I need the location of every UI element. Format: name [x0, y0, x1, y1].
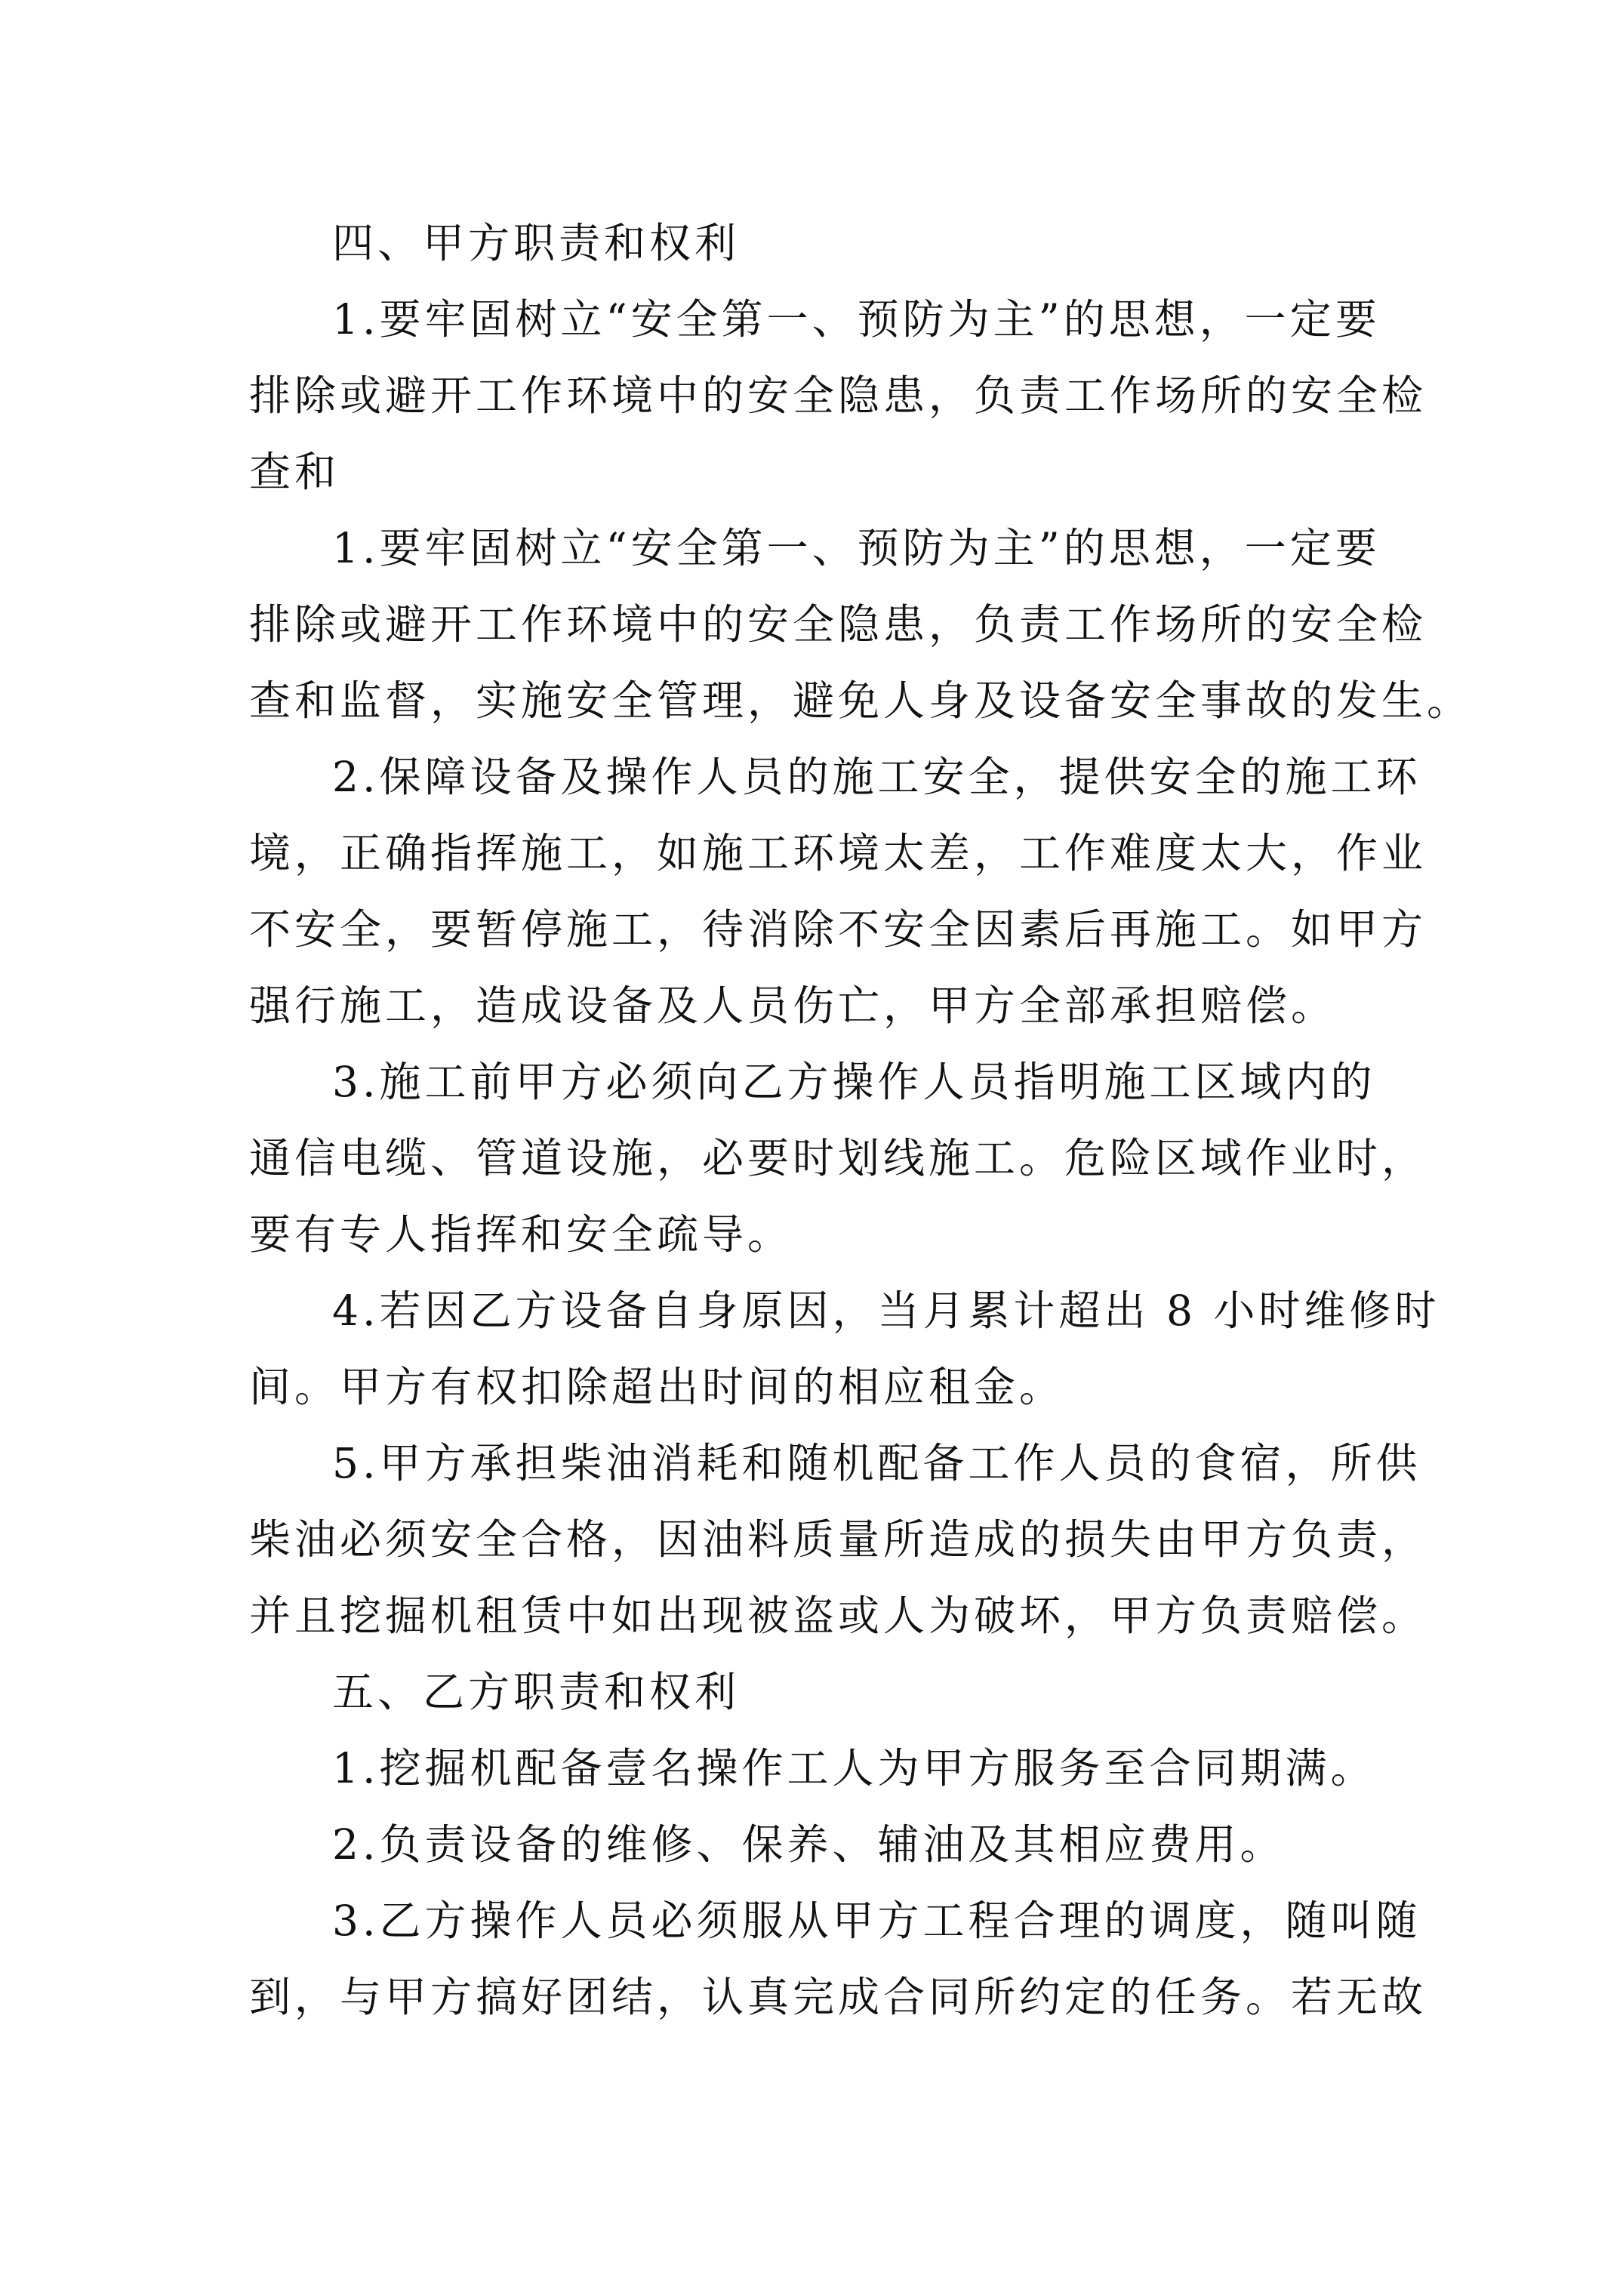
paragraph-line: 强行施工，造成设备及人员伤亡，甲方全部承担赔偿。	[249, 982, 1337, 1030]
heading-section-5: 五、乙方职责和权利	[332, 1668, 741, 1716]
paragraph-line: 境，正确指挥施工，如施工环境太差，工作难度太大，作业	[249, 829, 1427, 877]
paragraph-line: 不安全，要暂停施工，待消除不安全因素后再施工。如甲方	[249, 905, 1427, 954]
paragraph-line: 5.甲方承担柴油消耗和随机配备工作人员的食宿，所供	[332, 1439, 1421, 1487]
paragraph-line: 间。甲方有权扣除超出时间的相应租金。	[249, 1363, 1065, 1411]
paragraph-line: 到，与甲方搞好团结，认真完成合同所约定的任务。若无故	[249, 1973, 1427, 2021]
paragraph-line: 2.保障设备及操作人员的施工安全，提供安全的施工环	[332, 753, 1421, 801]
paragraph-line: 3.施工前甲方必须向乙方操作人员指明施工区域内的	[332, 1058, 1376, 1106]
paragraph-line: 排除或避开工作环境中的安全隐患，负责工作场所的安全检	[249, 600, 1427, 649]
paragraph-line: 排除或避开工作环境中的安全隐患，负责工作场所的安全检	[249, 371, 1427, 420]
paragraph-line: 要有专人指挥和安全疏导。	[249, 1210, 793, 1259]
paragraph-line: 查和监督，实施安全管理，避免人身及设备安全事故的发生。	[249, 676, 1473, 725]
paragraph-line: 1.要牢固树立“安全第一、预防为主”的思想，一定要	[332, 524, 1381, 572]
paragraph-line: 查和	[249, 448, 340, 496]
paragraph-line: 1.要牢固树立“安全第一、预防为主”的思想，一定要	[332, 295, 1381, 344]
paragraph-line: 柴油必须安全合格，因油料质量所造成的损失由甲方负责，	[249, 1515, 1427, 1564]
paragraph-line: 2.负责设备的维修、保养、辅油及其相应费用。	[332, 1820, 1286, 1869]
paragraph-line: 3.乙方操作人员必须服从甲方工程合理的调度，随叫随	[332, 1897, 1421, 1945]
paragraph-line: 并且挖掘机租赁中如出现被盗或人为破坏，甲方负责赔偿。	[249, 1592, 1427, 1640]
paragraph-line: 通信电缆、管道设施，必要时划线施工。危险区域作业时，	[249, 1134, 1427, 1182]
paragraph-line: 1.挖掘机配备壹名操作工人为甲方服务至合同期满。	[332, 1744, 1376, 1792]
heading-section-4: 四、甲方职责和权利	[332, 219, 741, 267]
paragraph-line: 4.若因乙方设备自身原因，当月累计超出 8 小时维修时	[332, 1287, 1440, 1335]
